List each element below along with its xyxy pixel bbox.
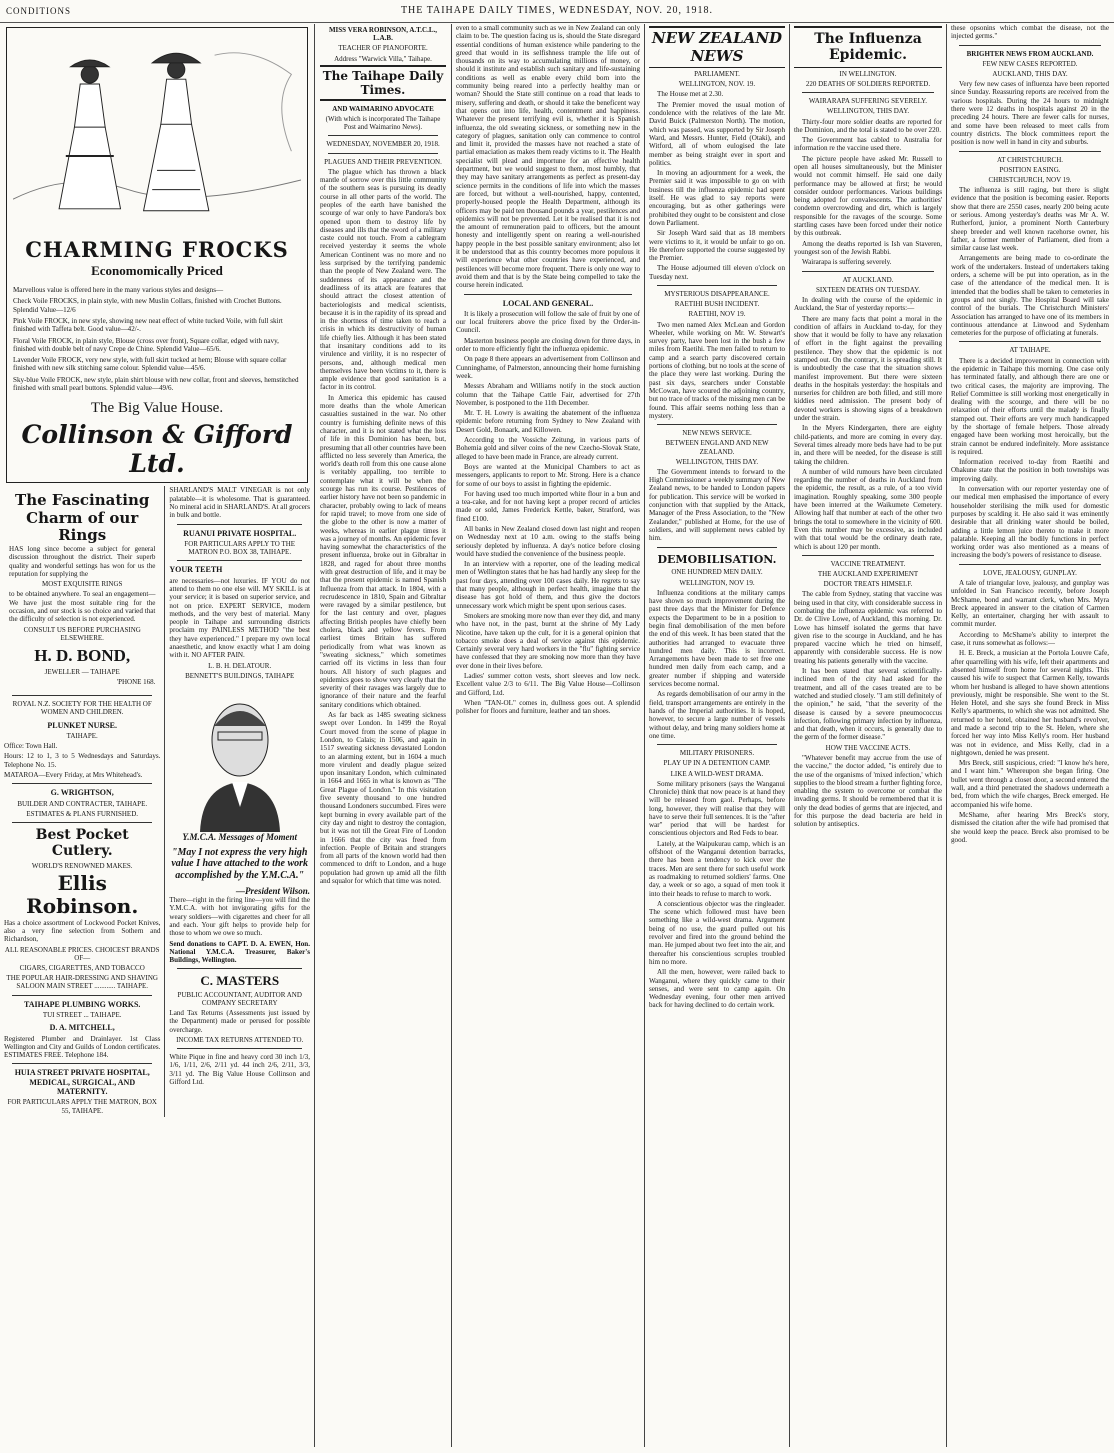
frock-item: Floral Voile FROCK, in plain style, Blouse (cross over front), Square collar, edged with navy, finished with double belt of navy Crepe de Chine. Splendid Value—65/6. — [13, 336, 279, 353]
wellington-subheading: 220 DEATHS OF SOLDIERS REPORTED. — [805, 79, 931, 88]
brighter-news-date: AUCKLAND, THIS DAY. — [992, 69, 1068, 78]
parliament-heading: PARLIAMENT. — [694, 70, 740, 79]
how-vaccine-acts-heading: HOW THE VACCINE ACTS. — [825, 743, 911, 752]
editorial-paragraph: As far back as 1485 sweating sickness swept over London. In 1499 the Royal Court moved from the scene of plague in London, to Calais; in 1506, and again in 1517 sweating sickness devastated London to an alarming extent, but in 1604 a much more virulent and deadly plague seized upon insanitary London, which culminated in 1664 and 1665 in what is known as "The Great Plague of London." In this visitation five seventy thousand to one hundred thousand Londoners succumbed. Fires were kept burning in every available part of the city day and night to destroy the contagion, but it was not till the Great Fire of London in 1666 that the city was freed from infection. People of Britain and strangers from all parts of the known world had then commenced to drift to London, and a huge population had grown up amid all the filth and squalor for which that time was noted. — [320, 711, 446, 885]
mitchell-name: D. A. MITCHELL, — [49, 1023, 115, 1033]
vaccine-paragraph: The cable from Sydney, stating that vaccine was being used in that city, with considerable success in combating the influenza epidemic was referred to Dr. de Clive Lowe, of Auckland, this morning. Dr. Lowe has himself isolated the germs that have given rise to the scourge in Auckland, and he has prepared vaccine which he tried on himself, apparently with considerable success. He is now treating his patients generally with the vaccine. — [794, 590, 942, 665]
plunket-mataroa: MATAROA—Every Friday, at Mrs Whitehead's. — [4, 771, 143, 780]
plunket-hours: Hours: 12 to 1, 3 to 5 Wednesdays and Saturdays. Telephone No. 15. — [4, 752, 161, 769]
wrightson-name: G. WRIGHTSON, — [50, 788, 114, 798]
local-item: On page 8 there appears an advertisement from Collinson and Cunninghame, of Palmerston, announcing their home furnishing week. — [456, 355, 640, 380]
local-item: In an interview with a reporter, one of the leading medical men of Wellington states that he has had hardly any sleep for the past four days, attending over 100 cases daily. He regrets to say that many people, although in perfect health, imagine that the disease has got hold of them, and thus give the doctors unnecessary work which might be spent upon serious cases. — [456, 560, 640, 610]
brighter-news-heading: BRIGHTER NEWS FROM AUCKLAND. — [966, 49, 1094, 58]
plunket-nurse: PLUNKET NURSE. — [47, 720, 118, 730]
renowned-makes: WORLD'S RENOWNED MAKES. — [31, 861, 133, 870]
rings-title: The Fascinating Charm of our Rings — [15, 491, 150, 545]
dentist-address: BENNETT'S BUILDINGS, TAIHAPE — [185, 671, 295, 680]
ellis-text: Has a choice assortment of Lockwood Pocket Knives, also a very fine selection from Sothern and Richardson, — [4, 918, 161, 944]
parliament-date: WELLINGTON, NOV. 19. — [678, 80, 756, 89]
ads-subcolumn-2 — [169, 486, 310, 1116]
paper-date: WEDNESDAY, NOVEMBER 20, 1918. — [326, 140, 440, 149]
auckland-paragraph: In dealing with the course of the epidemic in Auckland, the Star of yesterday reports:— — [794, 295, 942, 313]
frocks-title: CHARMING FROCKS — [25, 237, 289, 263]
plumbing-title: TAIHAPE PLUMBING WORKS. — [24, 999, 141, 1009]
rings-consult: CONSULT US BEFORE PURCHASING ELSEWHERE. — [23, 625, 141, 642]
masters-text: Land Tax Returns (Assessments just issued by the Department) made or perused for possible overcharge. — [169, 1009, 310, 1034]
plunket-society: ROYAL N.Z. SOCIETY FOR THE HEALTH OF WOMEN AND CHILDREN. — [12, 700, 152, 717]
military-prisoners-subheading: PLAY UP IN A DETENTION CAMP. — [663, 759, 771, 768]
wellington-paragraph: Among the deaths reported is Ish van Staveren, youngest son of the Jewish Rabbi. — [794, 239, 942, 256]
brighter-news-subheading: FEW NEW CASES REPORTED. — [982, 59, 1078, 68]
masters-name: C. MASTERS — [200, 973, 280, 989]
frock-item: Check Voile FROCKS, in plain style, with new Muslin Collars, finished with Crochet Buttons. Splendid Value—12/6 — [13, 297, 282, 314]
collinson-gifford-name: Collinson & Gifford Ltd. — [21, 419, 293, 479]
teeth-title: YOUR TEETH — [169, 565, 223, 575]
ymca-heading: Y.M.C.A. Messages of Moment — [182, 832, 297, 842]
love-paragraph: H. E. Breck, a musician at the Portola Louvre Cafe, after quarrelling with his wife, left their apartments and absented himself from home for several nights. This caused his wife to suspect that Carmen Kelly, towards whom her husband is alleged to have shown attentions previously, might be responsible. She went to the St. Helen Hotel, and she says she found Breck in Miss Kelly's apartments, to which she was not admitted. She returned to her hotel, obtained her husband's revolver, and made a second trip to the St. Helen, where she forced her way into Miss Kelly's room. Her husband was not in evidence, and Miss Kelly, clad in a nightgown, denied he was present. — [951, 649, 1109, 757]
military-paragraph: All the men, however, were railed back to Wanganui, where they quickly came to their senses, and were sent to camp again. On Wednesday evening, four other men arrived back for having declined to do certain work. — [649, 968, 785, 1010]
frock-item: Sky-blue Voile FROCK, new style, plain shirt blouse with new collar, front and sleeves, hemstitched finished with small pearl buttons. Splendid value—49/6. — [13, 375, 299, 393]
masters-subtitle: PUBLIC ACCOUNTANT, AUDITOR AND COMPANY SECRETARY — [177, 990, 302, 1007]
mystery-paragraph: Two men named Alex McLean and Gordon Wheeler, while working on Mr. W. Stewart's survey party, have been lost in the bush a few miles from Raetihi. The men failed to return to camp and a search party discovered certain portions of clothing, but no tools at the scene of the place they were last working. During the past six days, searchers under Constable McCowan, have scoured the adjoining country, but no trace of tracks of the missing men can be found. This affair seems nothing less than a mystery. — [649, 320, 785, 420]
love-paragraph: McShame, after hearing Mrs Breck's story, dismissed the citation after the wife had promised that she would keep the peace. Breck also promised to be good. — [951, 810, 1109, 844]
editorial-paragraph: The plague which has thrown a black mantle of sorrow over this little community of the southern seas is pursuing its deadly course in all other parts of the world. The peoples of the earth have banished the scourge of war only to have Pandora's box opened upon them to destroy life by diseases and ills that the sword of a military caste could not touch. From a cablegram received yesterday it seems the whole American Continent was no more and no less surprised by the terrifying pandemic than the people of New Zealand were. The suddenness of its appearance and the deadliness of its attack are features that should attract the closest attention of bacteriologists and medical scientists, because it is in the rapidity of its spread and in the shortness of time taken to reach a crisis in which its destructivity of human life chiefly lies. Although it has been stated that insanitary conditions add to its virulence and virility, it is no respecter of persons, and, although medical men themselves have been victims to it, there is ample evidence that good sanitation is a factor in its control. — [320, 167, 446, 392]
plunket-town: TAIHAPE. — [66, 731, 98, 740]
local-item: It is likely a prosecution will follow the sale of fruit by one of our local fruiterers above the price fixed by the Order-in-Council. — [456, 309, 640, 335]
bond-name: H. D. BOND, — [34, 645, 131, 665]
vaccine-paragraph: "Whatever benefit may accrue from the use of the vaccine," the doctor added, "is entirely due to the use of the organisms of 'mixed infection,' which supplies to the blood stream a further fighting force, enabling the system to overcome or combat the invading germs. It should be remembered that it is only the dead bodies of germs that are injected, and for this purpose the dead bacteria are held in solution by antiseptics. — [794, 753, 942, 829]
editorial-paragraph: In America this epidemic has caused more deaths than the whole American casualties sustained in the war. No other country is furnishing definite news of this character, and it is not stated what the loss of life in this Dominion has been, but, presuming that all other countries have been afflicted no less severely than America, the world's death roll from this one cause alone is veritably appalling, too terrible to contemplate what it will be when the scourge has run its course. Pestilences of earlier history have not been so pandemic in character, probably owing to lack of means for rapid travel; to move from one side of the globe to the other is now a matter of weeks, whereas in earlier plague times it was a journey of months. An epidemic fever having somewhat the characteristics of the present influenza, broke out in Gibraltar in 1828, and raged for about three months with great destruction of life, and it may be that the present epidemic is named Spanish Influenza from that attack. In 1804, with a recrudescence in 1810, Spain and Gibraltar were ravaged by a similar pestilence, but for the last century and over, plagues affecting British peoples have chiefly been cholera, black and yellow fevers. From earliest times Britain has suffered periodically from what was known as "sweating sickness," which sometimes carried off its victims in less than four hours. All history of such plagues and epidemics goes to show very clearly that the severity of their ravages was largely due to ignorance of their nature and the fearful sanitary conditions which obtained. — [320, 393, 446, 709]
christchurch-heading: AT CHRISTCHURCH. — [997, 155, 1063, 164]
military-paragraph: Some military prisoners (says the Wanganui Chronicle) think that now peace is at hand they will be released from gaol. Perhaps, before long, however, they will realise that they will have to serve their full sentences. It is the "after war" period that will be hardest for conscientious objectors and Red Feds to bear. — [649, 779, 785, 838]
military-prisoners-subheading-2: LIKE A WILD-WEST DRAMA. — [670, 769, 764, 778]
wrightson-estimates: ESTIMATES & PLANS FURNISHED. — [26, 809, 139, 818]
ellis-robinson-name: Ellis Robinson. — [26, 870, 139, 919]
mystery-heading: MYSTERIOUS DISAPPEARANCE. — [664, 290, 770, 298]
column-influenza — [794, 24, 942, 1447]
parliament-paragraph: In moving an adjournment for a week, the Premier said it was impossible to go on with business till the influenza epidemic had spent itself. He was glad to say reports were encouraging, but as other gatherings were prohibited they ought to be consistent and close down Parliament. — [649, 169, 785, 227]
vaccine-heading: VACCINE TREATMENT. — [830, 559, 906, 568]
local-item: Ladies' summer cotton vests, short sleeves and low neck. Excellent value 2/3 to 6/11. The Big Value House—Collinson and Gifford, Ltd. — [456, 672, 640, 697]
demobilisation-paragraph: Influenza conditions at the military camps have shown so much improvement during the past three days that the Minister for Defence expects the Department to be in a position to begin final demobilisation of the men before the end of this week. It has been stated that the authorities had arranged to evacuate three hundred men daily. This is incorrect. Arrangements have been made to set free one hundred men daily from each camp, and a greater number if shipping and waterside services become normal. — [649, 588, 785, 689]
huia-hospital: HUIA STREET PRIVATE HOSPITAL, MEDICAL, SURGICAL, AND MATERNITY. — [14, 1068, 150, 1097]
wairarapa-heading: WAIRARAPA SUFFERING SEVERELY. — [808, 97, 928, 106]
brighter-news-paragraph: Very few new cases of influenza have been reported since Sunday. Reassuring reports are received from the various hospitals. During the 24 hours to midnight there were 12 deaths in hospitals against 20 in the preceding 24 hours. There are fewer calls for nurses, and some have been released to meet calls from country districts. The block committees report the position is now well in hand in city and suburbs. — [951, 80, 1109, 147]
frocks-illustration-image — [13, 32, 301, 232]
christchurch-paragraph: Arrangements are being made to co-ordinate the work of the undertakers. Instead of undertakers taking orders, a scheme will be put into operation, as in the case of the attendance of the medical men. It is intended that the bodies shall be taken to cemeteries in groups and not singly. The Hospital Board will take control of the burials. The Christchurch Ministers' Association has arranged to have one of its members in continuous attendance at Linwood and Sydenham cemeteries for the purpose of officiating at funerals. — [951, 254, 1109, 338]
parliament-paragraph: The House met at 2.30. — [657, 90, 724, 99]
income-tax: INCOME TAX RETURNS ATTENDED TO. — [176, 1035, 304, 1044]
dentist-name: L. B. H. DELATOUR. — [208, 661, 272, 670]
rings-advert — [6, 489, 158, 691]
wilson-attribution: —President Wilson. — [235, 885, 310, 896]
ymca-send: Send donations to CAPT. D. A. EWEN, Hon. National Y.M.C.A. Treasurer, Baker's Buildings, Wellington. — [169, 939, 310, 965]
masthead-left: CONDITIONS — [6, 6, 71, 16]
demobilisation-heading: DEMOBILISATION. — [657, 552, 777, 566]
frock-item: Pink Voile FROCK, in new style, showing new neat effect of white tucked Voile, with full skirt finished with Taffeta belt. Good value—42/-. — [13, 316, 283, 334]
frocks-subtitle: Economomically Priced — [91, 262, 223, 278]
brands-heading: ALL REASONABLE PRICES. CHOICEST BRANDS OF— — [4, 945, 160, 962]
masthead — [0, 0, 1114, 23]
pique-advert: White Pique in fine and heavy cord 30 inch 1/3, 1/6, 1/11, 2/6, 2/11 yd. 44 inch 2/6, 2/11, 3/3, 3/11 yd. The Big Value House Collinson and Gifford Ltd. — [169, 1053, 310, 1087]
frocks-advert — [6, 27, 308, 483]
column-rule — [451, 24, 452, 1447]
wrightson-subtitle: BUILDER AND CONTRACTER, TAIHAPE. — [17, 799, 148, 808]
huia-apply: FOR PARTICULARS APPLY THE MATRON, BOX 55, TAIHAPE. — [7, 1098, 157, 1115]
parliament-paragraph: Sir Joseph Ward said that as 18 members were victims to it, it would be unfair to go on. He therefore supported the course suggested by the Premier. — [649, 229, 785, 263]
local-item: Boys are wanted at the Municipal Chambers to act as messengers, applicants to report to Mr. Strong. Here is a chance for some of our boys to assist in fighting the epidemic. — [456, 462, 640, 488]
president-wilson-portrait-image — [180, 682, 300, 832]
love-paragraph: According to McShame's ability to interpret the case, it runs somewhat as follows:— — [951, 630, 1109, 648]
military-paragraph: Lately, at the Waipukurau camp, which is an offshoot of the Wanganui detention barracks, there has been a tendency to kick over the traces. Men are sent there for such useful work as roadmaking to returned soldiers' farms. One day, a week or so ago, a squad of men took it into their heads to refuse to march to work. — [649, 839, 785, 898]
rings-text-2: to be obtained anywhere. To seal an engagement— We have just the most suitable ring for the occasion, and our stock is so choice and varied that the difficulty of selection is not experienced. — [9, 590, 156, 624]
plumbing-street: TUI STREET ... TAIHAPE. — [42, 1010, 122, 1019]
demobilisation-paragraph: As regards demobilisation of our army in the field, transport arrangements are entirely in the hands of the Imperial authorities. It is hoped, however, to secure a large number of vessels without delay, and bring many soldiers home at one time. — [649, 690, 785, 740]
local-item: Smokers are smoking more now than ever they did, and many who have not, in the past, burnt at the shrine of My Lady Nicotine, have taken up the cult, for it is a general opinion that tobacco smoke does a deal of service against this epidemic. Certainly several very hard workers in the "flu" fighting service have confessed that they are smoking now more than they have ever done in their lives before. — [456, 611, 640, 670]
rings-text: HAS long since become a subject for general discussion throughout the district. Their superb quality and wonderful settings has won for us the reputation for supplying the — [9, 545, 156, 578]
paper-note: (With which is incorporated The Taihape Post and Waimarino News). — [325, 115, 441, 132]
demobilisation-date: WELLINGTON, NOV 19. — [679, 578, 755, 587]
masthead-title: THE TAIHAPE DAILY TIMES, WEDNESDAY, NOV. 20, 1918. — [400, 5, 714, 16]
vaccine-paragraph: It has been stated that several scientifically-inclined men of the city had asked for the treatment, and all of the cases treated are to be watched and studied closely. "I am still definitely of the opinion," he said, "that the severity of the disease is caused by a severe pneumococcus infection, following primary infection by influenza, and that death, when it occurs, is generally due to the germ of the former disease." — [794, 667, 942, 742]
teeth-text: are necessaries—not luxuries. IF YOU do not attend to them no one else will. MY SKILL is at your service; it is based on superior service, and not on price. EXPERT SERVICE, modern methods, and the very best of material. Many people in Taihape and surrounding districts proclaim my PAINLESS METHOD "the best they have experienced." I prepare my own local anaesthetic, and know exactly what I am doing with it. NO AFTER PAIN. — [169, 576, 310, 660]
paper-title: The Taihape Daily Times. — [320, 65, 446, 101]
parliament-paragraph: The House adjourned till eleven o'clock on Tuesday next. — [649, 264, 785, 281]
taihape-paragraph: There is a decided improvement in connection with the epidemic in Taihape this morning. One case only has terminated fatally, and although there are one or two critical cases, the majority are improving. The Relief Committee is still working most energetically in dealing with the scourge, and there will be no relaxation of their efforts until the malady is finally stamped out. Their efforts are very much handicapped by the shortage of female helpers. Those already engaged have been working most heroically, but the strain cannot be endured indefinitely. More assistance is required. — [951, 356, 1109, 456]
auckland-subheading: SIXTEEN DEATHS ON TUESDAY. — [815, 285, 921, 294]
love-paragraph: Mrs Breck, still suspicious, cried: "I know he's here, and I want him." Whereupon she began firing. One bullet went through a closet door, a second entered the wall, and a third penetrated the shadows underneath a bed, from which the wife charges, Breck emerged. He accompanied his wife home. — [951, 759, 1109, 809]
local-item: Masterton business people are closing down for three days, in order to more efficiently fight the influenza epidemic. — [456, 336, 640, 354]
bond-subtitle: JEWELLER — TAIHAPE — [44, 667, 120, 676]
column-rule — [644, 24, 645, 1447]
parliament-paragraph: The Premier moved the usual motion of condolence with the relatives of the late Mr. David Buick (Palmerston North). The motion, which was passed, was supported by Sir Joseph Ward, and Messrs. Hunter, Field (Otaki), and Witford, all of whom eulogised the late member as being straight ever in sport and politics. — [649, 100, 785, 167]
rings-most: MOST EXQUISITE RINGS — [42, 580, 123, 589]
news-service-date: WELLINGTON, THIS DAY. — [675, 457, 759, 466]
column-right — [951, 24, 1109, 1447]
ruanui-hospital: RUANUI PRIVATE HOSPITAL. — [183, 528, 297, 538]
wellington-paragraph: Thirty-four more soldier deaths are reported for the Dominion, and the total is stated to be over 220. — [794, 117, 942, 134]
vera-robinson: MISS VERA ROBINSON, A.T.C.L., L.A.B. — [328, 26, 438, 43]
local-item: Messrs Abraham and Williams notify in the stock auction column that the Taihape Cattle Fair, advertised for 27th November, is postponed to the 11th December. — [456, 382, 640, 407]
ads-subcolumn-1 — [4, 486, 160, 1116]
wilson-quote: "May I not express the very high value I have attached to the work accomplished by the Y.M.C.A." — [171, 846, 309, 881]
frock-item: Lavender Voile FROCK, very new style, with full skirt tucked at hem; Blouse with square collar finished with new silk stitching same colour. Splendid value—45/6. — [13, 356, 287, 373]
frocks-intro: Marvellous value is offered here in the many various styles and designs— — [13, 286, 224, 295]
bond-phone: 'PHONE 168. — [116, 678, 156, 687]
mitchell-text: Registered Plumber and Drainlayer. 1st Class Wellington and City and Guilds of London certificates. ESTIMATES FREE. Telephone 184. — [4, 1034, 161, 1060]
wellington-date: WELLINGTON, THIS DAY. — [826, 107, 910, 116]
christchurch-subheading: POSITION EASING. — [999, 165, 1061, 174]
local-item: According to the Vossiche Zeitung, in various parts of Bohemia gold and silver coins of the new Czecho-Slovak State, alleged to have been made in France, are already current. — [456, 436, 640, 461]
brand-items: CIGARS, CIGARETTES, AND TOBACCO — [19, 964, 145, 973]
local-item: For having used too much imported white flour in a bun and a tea-cake, and for not having kept a proper record of articles made or sold, James Frederick Kettle, baker, Stratford, was fined £100. — [456, 489, 640, 523]
wellington-paragraph: The picture people have asked Mr. Russell to open all houses simultaneously, but the Minister would not commit himself. He said one daily performance may be allowed at first; he would consider outdoor performances. Various buildings being adopted for convalescents. The authorities' condemn overcrowding and dirt, which is largely responsible for the ravages of the scourge. Some startling cases have been forced under their notice by this outbreak. — [794, 154, 942, 238]
paper-subtitle: AND WAIMARINO ADVOCATE — [332, 104, 434, 113]
auckland-heading: AT AUCKLAND. — [842, 275, 894, 284]
military-paragraph: A conscientious objector was the ringleader. The scene which followed must have been something like a wild-west drama. Argument being of no use, the guard pulled out his revolver and fired into the ground behind the man. He jumped about two feet into the air, and thereafter his conscientious scruples troubled him no more. — [649, 899, 785, 966]
column-nz-news — [649, 24, 785, 1447]
auckland-paragraph: A number of wild rumours have been circulated regarding the number of deaths in Auckland from the epidemic, the result, as a rule, of a too vivid imagination. Roughly speaking, some 300 people have been interred at the Waikumete Cemetery. Allowing half that number at each of the other two brings the total to somewhere in the vicinity of 600. Even this number may be excessive, as included with that total would be the ordinary death rate, which is about 120 per month. — [794, 467, 942, 551]
influenza-heading: The Influenza Epidemic. — [794, 26, 942, 68]
vaccine-subheading: THE AUCKLAND EXPERIMENT — [817, 570, 919, 579]
column-ads-left — [4, 24, 310, 1447]
nz-news-heading: NEW ZEALAND NEWS — [649, 26, 785, 68]
local-general-heading: LOCAL AND GENERAL. — [502, 298, 594, 308]
military-prisoners-heading: MILITARY PRISONERS. — [679, 749, 755, 758]
column-local-news — [456, 24, 640, 1447]
christchurch-paragraph: The influenza is still raging, but there is slight evidence that the position is becoming easier. Reports show that there are 2550 cases, nearly 200 being acute or serious. Among yesterday's deaths was Mr A. W. Rutherford, junior, a prominent North Canterbury sheep breeder and well known racehorse owner, his father, a former member of Parliament, died from a similar cause last week. — [951, 186, 1109, 253]
taihape-paragraph: In conversation with our reporter yesterday one of our medical men emphasised the importance of every householder sterilising the milk used for domestic purposes by scalding it. He also said it was eminently desirable that all drinking water should be boiled, adding a little lemon juice thereto to make it more palatable. Keeping all the bodily functions in perfect working order was also mentioned as a means of increasing the body's powers of resistance to disease. — [951, 485, 1109, 560]
taihape-heading: AT TAIHAPE. — [1009, 346, 1051, 355]
column-rule — [314, 24, 315, 1447]
local-item: Mr. T. H. Lowry is awaiting the abatement of the influenza epidemic before returning from Sydney to New Zealand with Desert Gold, Bonaark, and Killowen. — [456, 409, 640, 434]
love-paragraph: A tale of triangular love, jealousy, and gunplay was unfolded in San Francisco recently, before Joseph McShame, bond and warrant clerk, when Mrs. Myra Breck appeared in answer to the citation of Carmen Kelly, an entertainer, charging her with assault to commit murder. — [951, 578, 1109, 629]
wellington-paragraph: Wairarapa is suffering severely. — [802, 258, 892, 267]
column-rule — [789, 24, 790, 1447]
mystery-subheading: RAETIHI BUSH INCIDENT. — [674, 300, 760, 309]
local-item: All banks in New Zealand closed down last night and reopen on Wednesday next at 10 a.m. owing to the staffs being seriously depleted by influenza. A day's notice before closing would have studied the convenience of the business people. — [456, 524, 640, 558]
sharland-advert: SHARLAND'S MALT VINEGAR is not only palatable—it is wholesome. That is guaranteed. No mineral acid in SHARLAND'S. At all grocers in bulk and bottle. — [169, 486, 310, 520]
column-rule — [946, 24, 947, 1447]
ymca-text: There—right in the firing line—you will find the Y.M.C.A. with hot invigorating gifts for the weary soldiers—with cigarettes and cheer for all and each. Your gift helps to provide help for those to whom we owe so much. — [169, 896, 310, 938]
editorial-continued: even to a small community such as we in New Zealand can only claim to be. The question facing us is, should the State disregard essential conditions of human existence while pandering to the greed that would in its selfishness trample the life out of thousands on its way to accumulating millions of money, or should it institute and establish such sanitary and life-sustaining conditions as well as enable every child born into the community being reared into a perfectly healthy man or woman? Should the State still continue on a road that leads to misery, suffering and death, or should it take the beneficent way that opens out into life, health, contentment and happiness. Whatever the present terrifying evil is, whether it is Spanish influenza, the old sweating sickness, or something new in the category of plagues, sanitation only can commence to control and limit it, provided the masses have not reached a state of partial emaciation as makes them ready victims to it. The Health specialist will plead and importune for an effective health department, but we would suggest to them, most humbly, that they may have sanitary arrangements as perfect as present-day science permits in the conditions of life into which the masses are forced, but without a well-nourished, happy, contented, properly-housed people the Health Department, although its officers may be paid ten thousand pounds a year, pestilences and epidemics will not be prevented. Let it be realised that it is not the amount of remuneration paid to officers, but the amount honesty and intelligently spent on rearing a well-nourished happy people in the best possible sanitary environment; also let it be understood that as this country becomes more populous it will experience what other countries have experienced, and pestilences will become more frequent. There is only one way to avoid them and that is by the State being compelled to take the course herein indicated. — [456, 24, 640, 290]
ruanui-apply: FOR PARTICULARS APPLY TO THE MATRON P.O. BOX 38, TAIHAPE. — [184, 539, 296, 557]
mystery-date: RAETIHI, NOV 19. — [688, 310, 746, 319]
news-service-heading: NEW NEWS SERVICE. — [682, 429, 752, 438]
news-service-paragraph: The Government intends to forward to the High Commissioner a weekly summary of New Zealand news, to be handed to London papers for publication. This service will be worked in conjunction with that supplied by the Attack, Manager of the Press Association, to the "New Zealander," published at Home, for the use of soldiers, and will supplement news cabled by him. — [649, 467, 785, 543]
column-editorial — [320, 24, 446, 1447]
vera-address: Address "Warwick Villa," Taihape. — [334, 54, 432, 63]
love-jealousy-heading: LOVE, JEALOUSY, GUNPLAY. — [983, 568, 1077, 577]
vaccine-continued: these opsonins which combat the disease, not the injected germs." — [951, 24, 1109, 41]
christchurch-date: CHRISTCHURCH, NOV 19. — [988, 175, 1072, 184]
taihape-paragraph: Information received to-day from Raetihi and Ohakune state that the position in both townships was improving daily. — [951, 458, 1109, 483]
big-value-house: The Big Value House. — [90, 400, 224, 417]
wellington-heading: IN WELLINGTON. — [839, 69, 897, 78]
saloon-text: THE POPULAR HAIR-DRESSING AND SHAVING SALOON MAIN STREET ............ TAIHAPE. — [6, 974, 158, 991]
demobilisation-subheading: ONE HUNDRED MEN DAILY. — [671, 568, 763, 577]
plunket-office: Office: Town Hall. — [4, 742, 58, 751]
auckland-paragraph: There are many facts that point a moral in the condition of affairs in Auckland to-day, for they show that it would be folly to have any relaxation of effort in the fight against the prevailing pestilence. They show that the epidemic is not stamped out. On the contrary, it is spreading still. It is undoubtedly the case that the situation shows manifest improvement. But there were sixteen deaths in the hospitals yesterday: the hospitals and nurseries for children are both filled, and still more kiddies need admission. The present body of devoted workers is showing signs of a breakdown under the strain. — [794, 314, 942, 423]
pocket-cutlery-title: Best Pocket Cutlery. — [35, 827, 129, 860]
wellington-paragraph: The Government has cabled to Australia for information re the vaccine used there. — [794, 136, 942, 153]
vera-teacher: TEACHER OF PIANOFORTE. — [338, 44, 428, 53]
auckland-paragraph: In the Myers Kindergarten, there are eighty child-patients, and more are coming in every day. Several times already more beds have had to be put in, and there will be needed, for the disease is still taking the children. — [794, 424, 942, 466]
local-item: When "TAN-OL" comes in, dullness goes out. A splendid polisher for floors and furniture, leather and tan shoes. — [456, 698, 640, 716]
vaccine-subheading-2: DOCTOR TREATS HIMSELF. — [823, 580, 913, 589]
editorial-title: PLAGUES AND THEIR PREVENTION. — [324, 157, 442, 166]
news-service-subheading: BETWEEN ENGLAND AND NEW ZEALAND. — [665, 439, 769, 456]
